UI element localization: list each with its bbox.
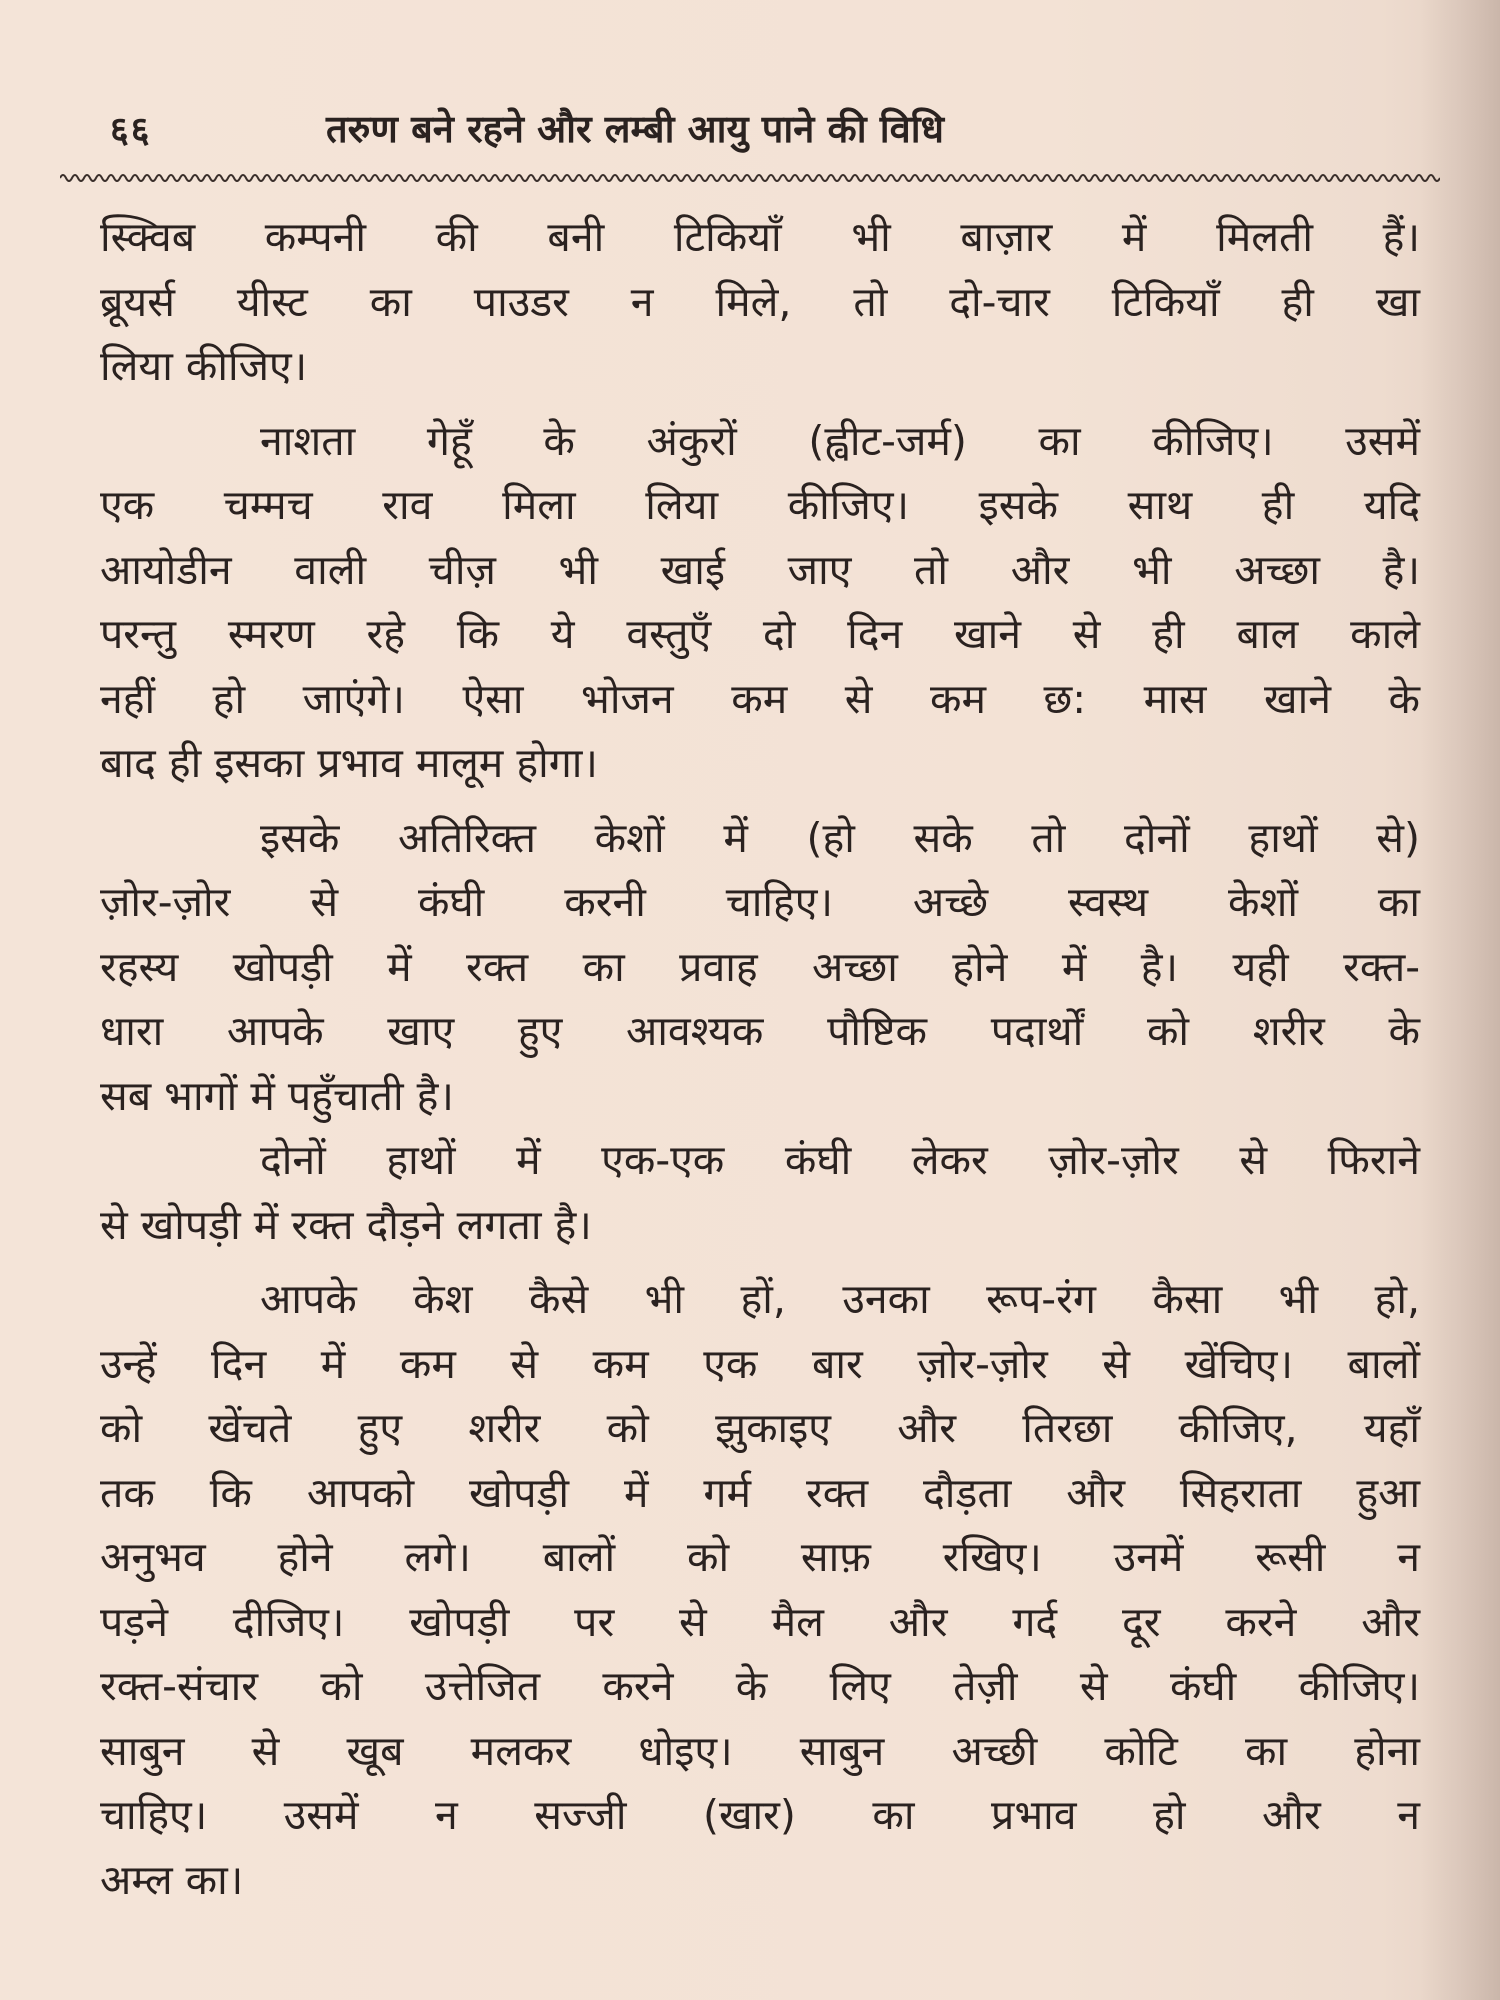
- text-line: साबुन से खूब मलकर धोइए। साबुन अच्छी कोटि का होना: [100, 1726, 1420, 1775]
- text-line: नहीं हो जाएंगे। ऐसा भोजन कम से कम छ: मास खाने के: [100, 674, 1420, 723]
- page-header: [96, 100, 1246, 160]
- text-line: ज़ोर-ज़ोर से कंघी करनी चाहिए। अच्छे स्वस्थ केशों का: [100, 878, 1420, 926]
- text-line: बाद ही इसका प्रभाव मालूम होगा।: [100, 739, 598, 787]
- text-line: दोनों हाथों में एक-एक कंघी लेकर ज़ोर-ज़ोर से फिराने: [260, 1136, 1420, 1184]
- page-edge-shadow: [1420, 0, 1500, 2000]
- text-line: तक कि आपको खोपड़ी में गर्म रक्त दौड़ता और सिहराता हुआ: [100, 1468, 1420, 1517]
- text-line: चाहिए। उसमें न सज्जी (खार) का प्रभाव हो और न: [100, 1791, 1420, 1839]
- text-line: ब्रूयर्स यीस्ट का पाउडर न मिले, तो दो-चार टिकियाँ ही खा: [100, 277, 1420, 326]
- text-line: अनुभव होने लगे। बालों को साफ़ रखिए। उनमें रूसी न: [100, 1533, 1420, 1581]
- text-line: स्क्विब कम्पनी की बनी टिकियाँ भी बाज़ार में मिलती हैं।: [100, 213, 1420, 261]
- paragraph-2: [100, 409, 1420, 796]
- text-line: धारा आपके खाए हुए आवश्यक पौष्टिक पदार्थों को शरीर के: [100, 1007, 1420, 1055]
- text-line: उन्हें दिन में कम से कम एक बार ज़ोर-ज़ोर से खेंचिए। बालों: [100, 1339, 1420, 1388]
- text-line: रहस्य खोपड़ी में रक्त का प्रवाह अच्छा होने में है। यही रक्त-: [100, 942, 1420, 991]
- paragraph-4: [100, 1128, 1420, 1257]
- text-line: आयोडीन वाली चीज़ भी खाई जाए तो और भी अच्छा है।: [100, 545, 1420, 594]
- paragraph-5: [100, 1267, 1420, 1912]
- page-number: ६६: [110, 110, 152, 151]
- text-line: सब भागों में पहुँचाती है।: [100, 1071, 454, 1120]
- body-text: [100, 205, 1420, 1912]
- paragraph-3: [100, 806, 1420, 1129]
- text-line: परन्तु स्मरण रहे कि ये वस्तुएँ दो दिन खाने से ही बाल काले: [100, 610, 1420, 658]
- paragraph-1: [100, 205, 1420, 399]
- text-line: से खोपड़ी में रक्त दौड़ने लगता है।: [100, 1200, 592, 1249]
- text-line: एक चम्मच राव मिला लिया कीजिए। इसके साथ ही यदि: [100, 481, 1420, 529]
- text-line: लिया कीजिए।: [100, 342, 308, 390]
- text-line: रक्त-संचार को उत्तेजित करने के लिए तेज़ी से कंघी कीजिए।: [100, 1662, 1420, 1710]
- text-line: नाशता गेहूँ के अंकुरों (ह्वीट-जर्म) का कीजिए। उसमें: [260, 416, 1420, 465]
- running-title: तरुण बने रहने और लम्बी आयु पाने की विधि: [326, 107, 944, 151]
- header-wavy-rule: [60, 168, 1440, 188]
- text-line: आपके केश कैसे भी हों, उनका रूप-रंग कैसा भी हो,: [260, 1275, 1420, 1323]
- text-line: इसके अतिरिक्त केशों में (हो सके तो दोनों हाथों से): [260, 813, 1420, 862]
- text-line: पड़ने दीजिए। खोपड़ी पर से मैल और गर्द दूर करने और: [100, 1597, 1420, 1646]
- text-line: अम्ल का।: [100, 1855, 244, 1904]
- text-line: को खेंचते हुए शरीर को झुकाइए और तिरछा कीजिए, यहाँ: [100, 1404, 1420, 1452]
